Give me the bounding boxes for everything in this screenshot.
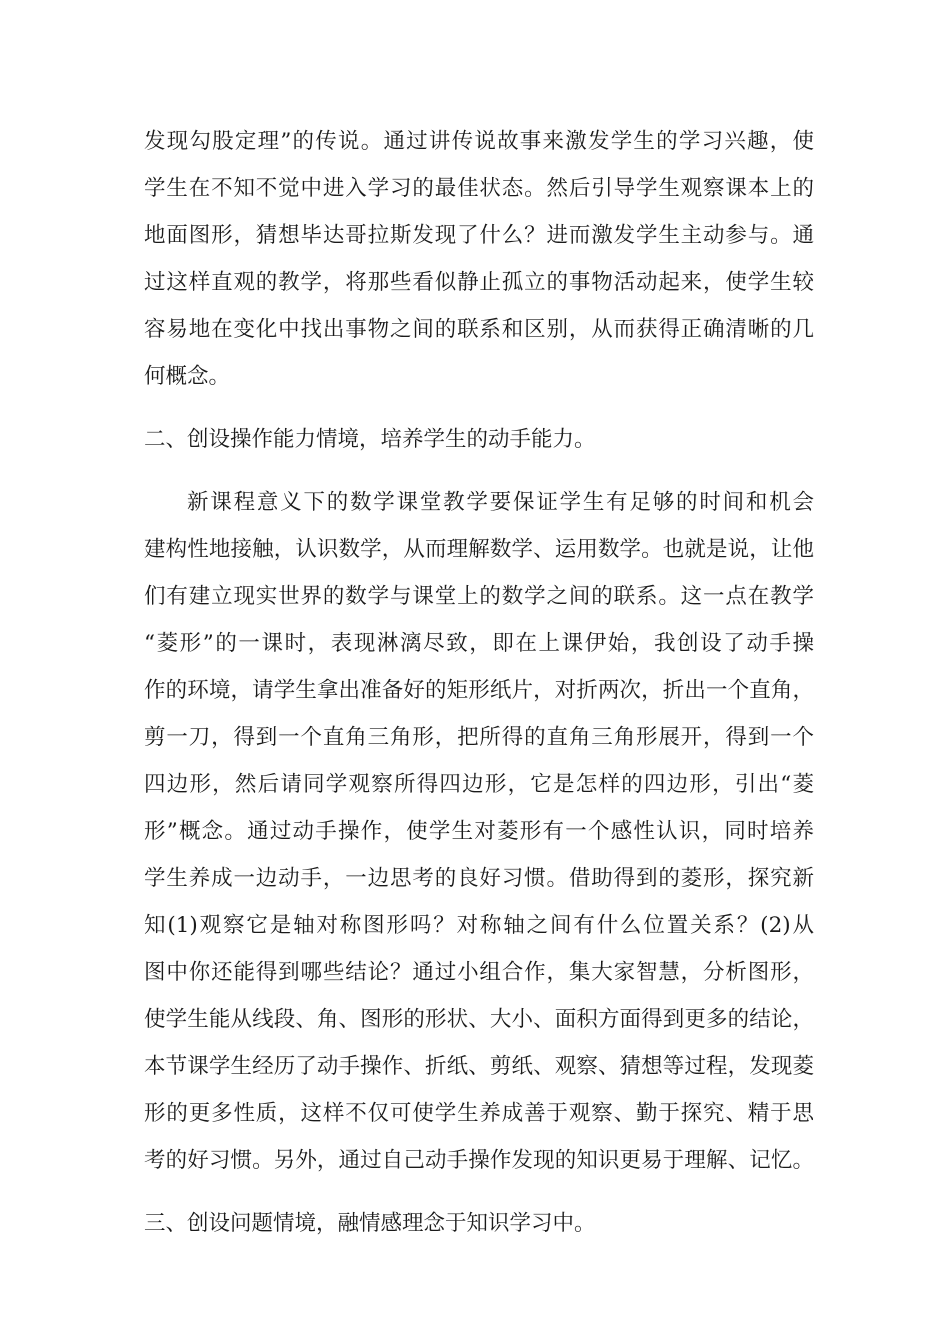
text-line: 学生在不知不觉中进入学习的最佳状态。然后引导学生观察课本上的: [144, 176, 814, 201]
text-line: “菱形”的一课时，表现淋漓尽致，即在上课伊始，我创设了动手操: [144, 631, 814, 656]
text-line: 们有建立现实世界的数学与课堂上的数学之间的联系。这一点在教学: [144, 584, 814, 609]
paragraph-legend-intro: [144, 118, 814, 400]
text-line: 形的更多性质，这样不仅可使学生养成善于观察、勤于探究、精于思: [144, 1101, 814, 1126]
text-line: 作的环境，请学生拿出准备好的矩形纸片，对折两次，折出一个直角，: [144, 678, 814, 703]
text-line: 容易地在变化中找出事物之间的联系和区别，从而获得正确清晰的几: [144, 317, 814, 342]
text-line: 剪一刀，得到一个直角三角形，把所得的直角三角形展开，得到一个: [144, 725, 814, 750]
text-line: 学生养成一边动手，一边思考的良好习惯。借助得到的菱形，探究新: [144, 866, 814, 891]
text-line: 考的好习惯。另外，通过自己动手操作发现的知识更易于理解、记忆。: [144, 1148, 814, 1173]
text-line: 发现勾股定理”的传说。通过讲传说故事来激发学生的学习兴趣，使: [144, 129, 814, 154]
text-line: 形”概念。通过动手操作，使学生对菱形有一个感性认识，同时培养: [144, 819, 814, 844]
paragraph-gap: [144, 400, 814, 416]
section-heading-3: 三、创设问题情境，融情感理念于知识学习中。: [144, 1211, 596, 1236]
text-line: 知(1)观察它是轴对称图形吗？对称轴之间有什么位置关系？(2)从: [144, 913, 814, 938]
text-line: 使学生能从线段、角、图形的形状、大小、面积方面得到更多的结论，: [144, 1007, 814, 1032]
text-line: 建构性地接触，认识数学，从而理解数学、运用数学。也就是说，让他: [144, 537, 814, 562]
text-line: 本节课学生经历了动手操作、折纸、剪纸、观察、猜想等过程，发现菱: [144, 1054, 814, 1079]
section-heading-2: 二、创设操作能力情境，培养学生的动手能力。: [144, 427, 596, 452]
text-line: 地面图形，猜想毕达哥拉斯发现了什么？进而激发学生主动参与。通: [144, 223, 814, 248]
paragraph-hands-on-activity: [144, 479, 814, 1184]
text-line: 过这样直观的教学，将那些看似静止孤立的事物活动起来，使学生较: [144, 270, 814, 295]
text-line: 四边形，然后请同学观察所得四边形，它是怎样的四边形，引出“菱: [144, 772, 814, 797]
document-body: [144, 118, 814, 1247]
text-line: 何概念。: [144, 364, 231, 389]
paragraph-gap: [144, 463, 814, 479]
text-line: 图中你还能得到哪些结论？通过小组合作，集大家智慧，分析图形，: [144, 960, 814, 985]
text-line: 新课程意义下的数学课堂教学要保证学生有足够的时间和机会: [187, 490, 814, 515]
paragraph-gap: [144, 1184, 814, 1200]
